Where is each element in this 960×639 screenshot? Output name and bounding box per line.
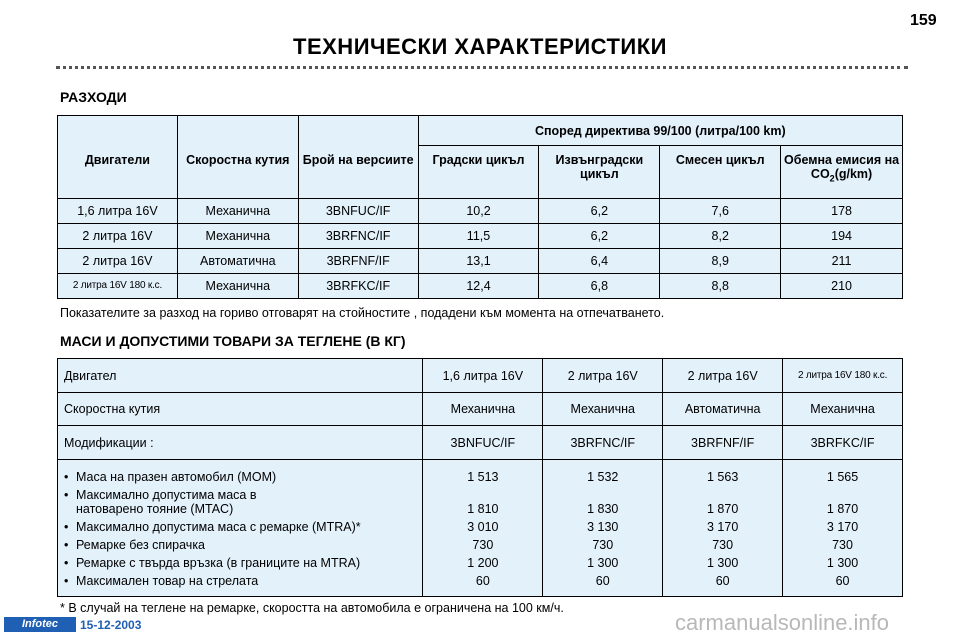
table-cell: 8,9 <box>660 249 781 274</box>
table-cell: 8,2 <box>660 224 781 249</box>
mass-items-list <box>64 468 420 590</box>
table-cell: 3BRFNC/IF <box>543 426 663 460</box>
table-cell: 2 литра 16V <box>663 359 783 393</box>
table-value: 3 010 <box>467 520 499 534</box>
table-value: 1 565 <box>826 470 859 484</box>
table-cell: 8,8 <box>660 274 781 299</box>
table-cell: 6,2 <box>539 199 660 224</box>
row-label: Скоростна кутия <box>58 393 423 426</box>
co2-unit: (g/km) <box>834 167 873 181</box>
fuel-section-heading: РАЗХОДИ <box>60 89 127 105</box>
table-value: 1 300 <box>707 556 739 570</box>
table-value: 730 <box>832 538 853 552</box>
table-value: 730 <box>592 538 614 552</box>
table-cell: 194 <box>781 224 903 249</box>
table-cell: 3BRFNC/IF <box>298 224 418 249</box>
table-cell: 1,6 литра 16V <box>423 359 543 393</box>
table-cell: 2 литра 16V <box>58 224 178 249</box>
table-value: 1 563 <box>707 470 739 484</box>
infotec-logo: Infotec <box>4 617 76 632</box>
values-cell <box>543 460 663 597</box>
table-cell: Механична <box>423 393 543 426</box>
table-value: 1 513 <box>467 470 499 484</box>
dotted-divider <box>56 66 908 69</box>
table-cell: 11,5 <box>418 224 539 249</box>
fuel-consumption-table <box>57 115 903 299</box>
mass-items-cell <box>58 460 423 597</box>
column-header: Извънградски цикъл <box>539 146 660 199</box>
table-header-row <box>58 116 903 146</box>
table-cell: Автоматична <box>663 393 783 426</box>
table-value: 1 300 <box>826 556 859 570</box>
list-item: • Максимално допустима маса с ремарке (MTRA)* <box>64 520 361 534</box>
table-row <box>58 426 903 460</box>
table-cell: 2 литра 16V 180 к.с. <box>783 359 903 393</box>
mass-section-heading: МАСИ И ДОПУСТИМИ ТОВАРИ ЗА ТЕГЛЕНЕ (В КГ) <box>60 333 406 349</box>
table-row <box>58 224 903 249</box>
footer-date: 15-12-2003 <box>80 618 142 632</box>
table-cell: Механична <box>177 199 298 224</box>
row-label: Модификации : <box>58 426 423 460</box>
table-value: 1 810 <box>467 502 499 516</box>
table-row <box>58 199 903 224</box>
table-value: 3 130 <box>587 520 619 534</box>
table-cell: 3BRFKC/IF <box>783 426 903 460</box>
table-value: 730 <box>472 538 494 552</box>
table-cell: Механична <box>783 393 903 426</box>
values-cell <box>423 460 543 597</box>
table-cell: 6,4 <box>539 249 660 274</box>
table-value: 60 <box>595 574 610 588</box>
table-cell: 211 <box>781 249 903 274</box>
column-header: Смесен цикъл <box>660 146 781 199</box>
table-cell: Автоматична <box>177 249 298 274</box>
page-number: 159 <box>910 12 937 29</box>
table-cell: 6,8 <box>539 274 660 299</box>
co2-subscript: 2 <box>829 173 835 184</box>
table-value: 3 170 <box>707 520 739 534</box>
table-cell: 3BNFUC/IF <box>423 426 543 460</box>
table-row <box>58 249 903 274</box>
table-cell: 7,6 <box>660 199 781 224</box>
table-value: 1 200 <box>467 556 499 570</box>
table-row <box>58 460 903 597</box>
table-cell: 12,4 <box>418 274 539 299</box>
table-value: 1 300 <box>587 556 619 570</box>
fuel-footnote: Показателите за разход на гориво отговарят на стойностите , подадени към момента на отпечатването. <box>60 306 665 320</box>
table-row <box>58 359 903 393</box>
table-row <box>58 274 903 299</box>
column-header-co2 <box>781 146 903 199</box>
values-cell <box>663 460 783 597</box>
table-value: 60 <box>475 574 490 588</box>
table-cell: 2 литра 16V <box>543 359 663 393</box>
table-value: 1 830 <box>587 502 619 516</box>
table-cell: 6,2 <box>539 224 660 249</box>
directive-header: Според директива 99/100 (литра/100 km) <box>418 116 902 146</box>
row-label: Двигател <box>58 359 423 393</box>
column-header: Скоростна кутия <box>177 146 298 199</box>
table-cell: 2 литра 16V <box>58 249 178 274</box>
table-cell: 3BRFNF/IF <box>298 249 418 274</box>
mass-table <box>57 358 903 597</box>
column-header: Брой на версиите <box>298 146 418 199</box>
list-item: • Ремарке с твърда връзка (в границите на MTRA) <box>64 556 361 570</box>
towing-footnote: * В случай на теглене на ремарке, скоростта на автомобила е ограничена на 100 км/ч. <box>60 601 564 615</box>
list-item: • Ремарке без спирачка <box>64 538 206 552</box>
table-header-row <box>58 146 903 199</box>
list-item: • Максимален товар на стрелата <box>64 574 259 588</box>
table-cell: 3BRFKC/IF <box>298 274 418 299</box>
table-cell: Механична <box>177 224 298 249</box>
table-cell: Механична <box>543 393 663 426</box>
column-header: Градски цикъл <box>418 146 539 199</box>
list-item: • Максимално допустима маса в натоварено тояние (MTAC) <box>64 488 257 516</box>
table-cell: 178 <box>781 199 903 224</box>
table-cell: 1,6 литра 16V <box>58 199 178 224</box>
column-header: Обемна емисия на <box>784 153 900 167</box>
table-cell: 210 <box>781 274 903 299</box>
table-cell: Механична <box>177 274 298 299</box>
table-value: 3 170 <box>826 520 859 534</box>
values-cell <box>783 460 903 597</box>
table-cell: 13,1 <box>418 249 539 274</box>
watermark: carmanualsonline.info <box>675 610 890 635</box>
table-value: 60 <box>835 574 850 588</box>
table-cell: 2 литра 16V 180 к.с. <box>58 274 178 299</box>
table-value: 1 870 <box>826 502 859 516</box>
table-value: 1 870 <box>707 502 739 516</box>
table-cell: 10,2 <box>418 199 539 224</box>
column-header: Двигатели <box>58 146 178 199</box>
co2-label: CO <box>810 167 830 181</box>
table-value: 1 532 <box>587 470 619 484</box>
table-cell: 3BRFNF/IF <box>663 426 783 460</box>
table-value: 60 <box>715 574 730 588</box>
list-item: • Маса на празен автомобил (МОМ) <box>64 470 277 484</box>
page-title: ТЕХНИЧЕСКИ ХАРАКТЕРИСТИКИ <box>293 34 667 59</box>
table-value: 730 <box>712 538 734 552</box>
table-cell: 3BNFUC/IF <box>298 199 418 224</box>
table-row <box>58 393 903 426</box>
